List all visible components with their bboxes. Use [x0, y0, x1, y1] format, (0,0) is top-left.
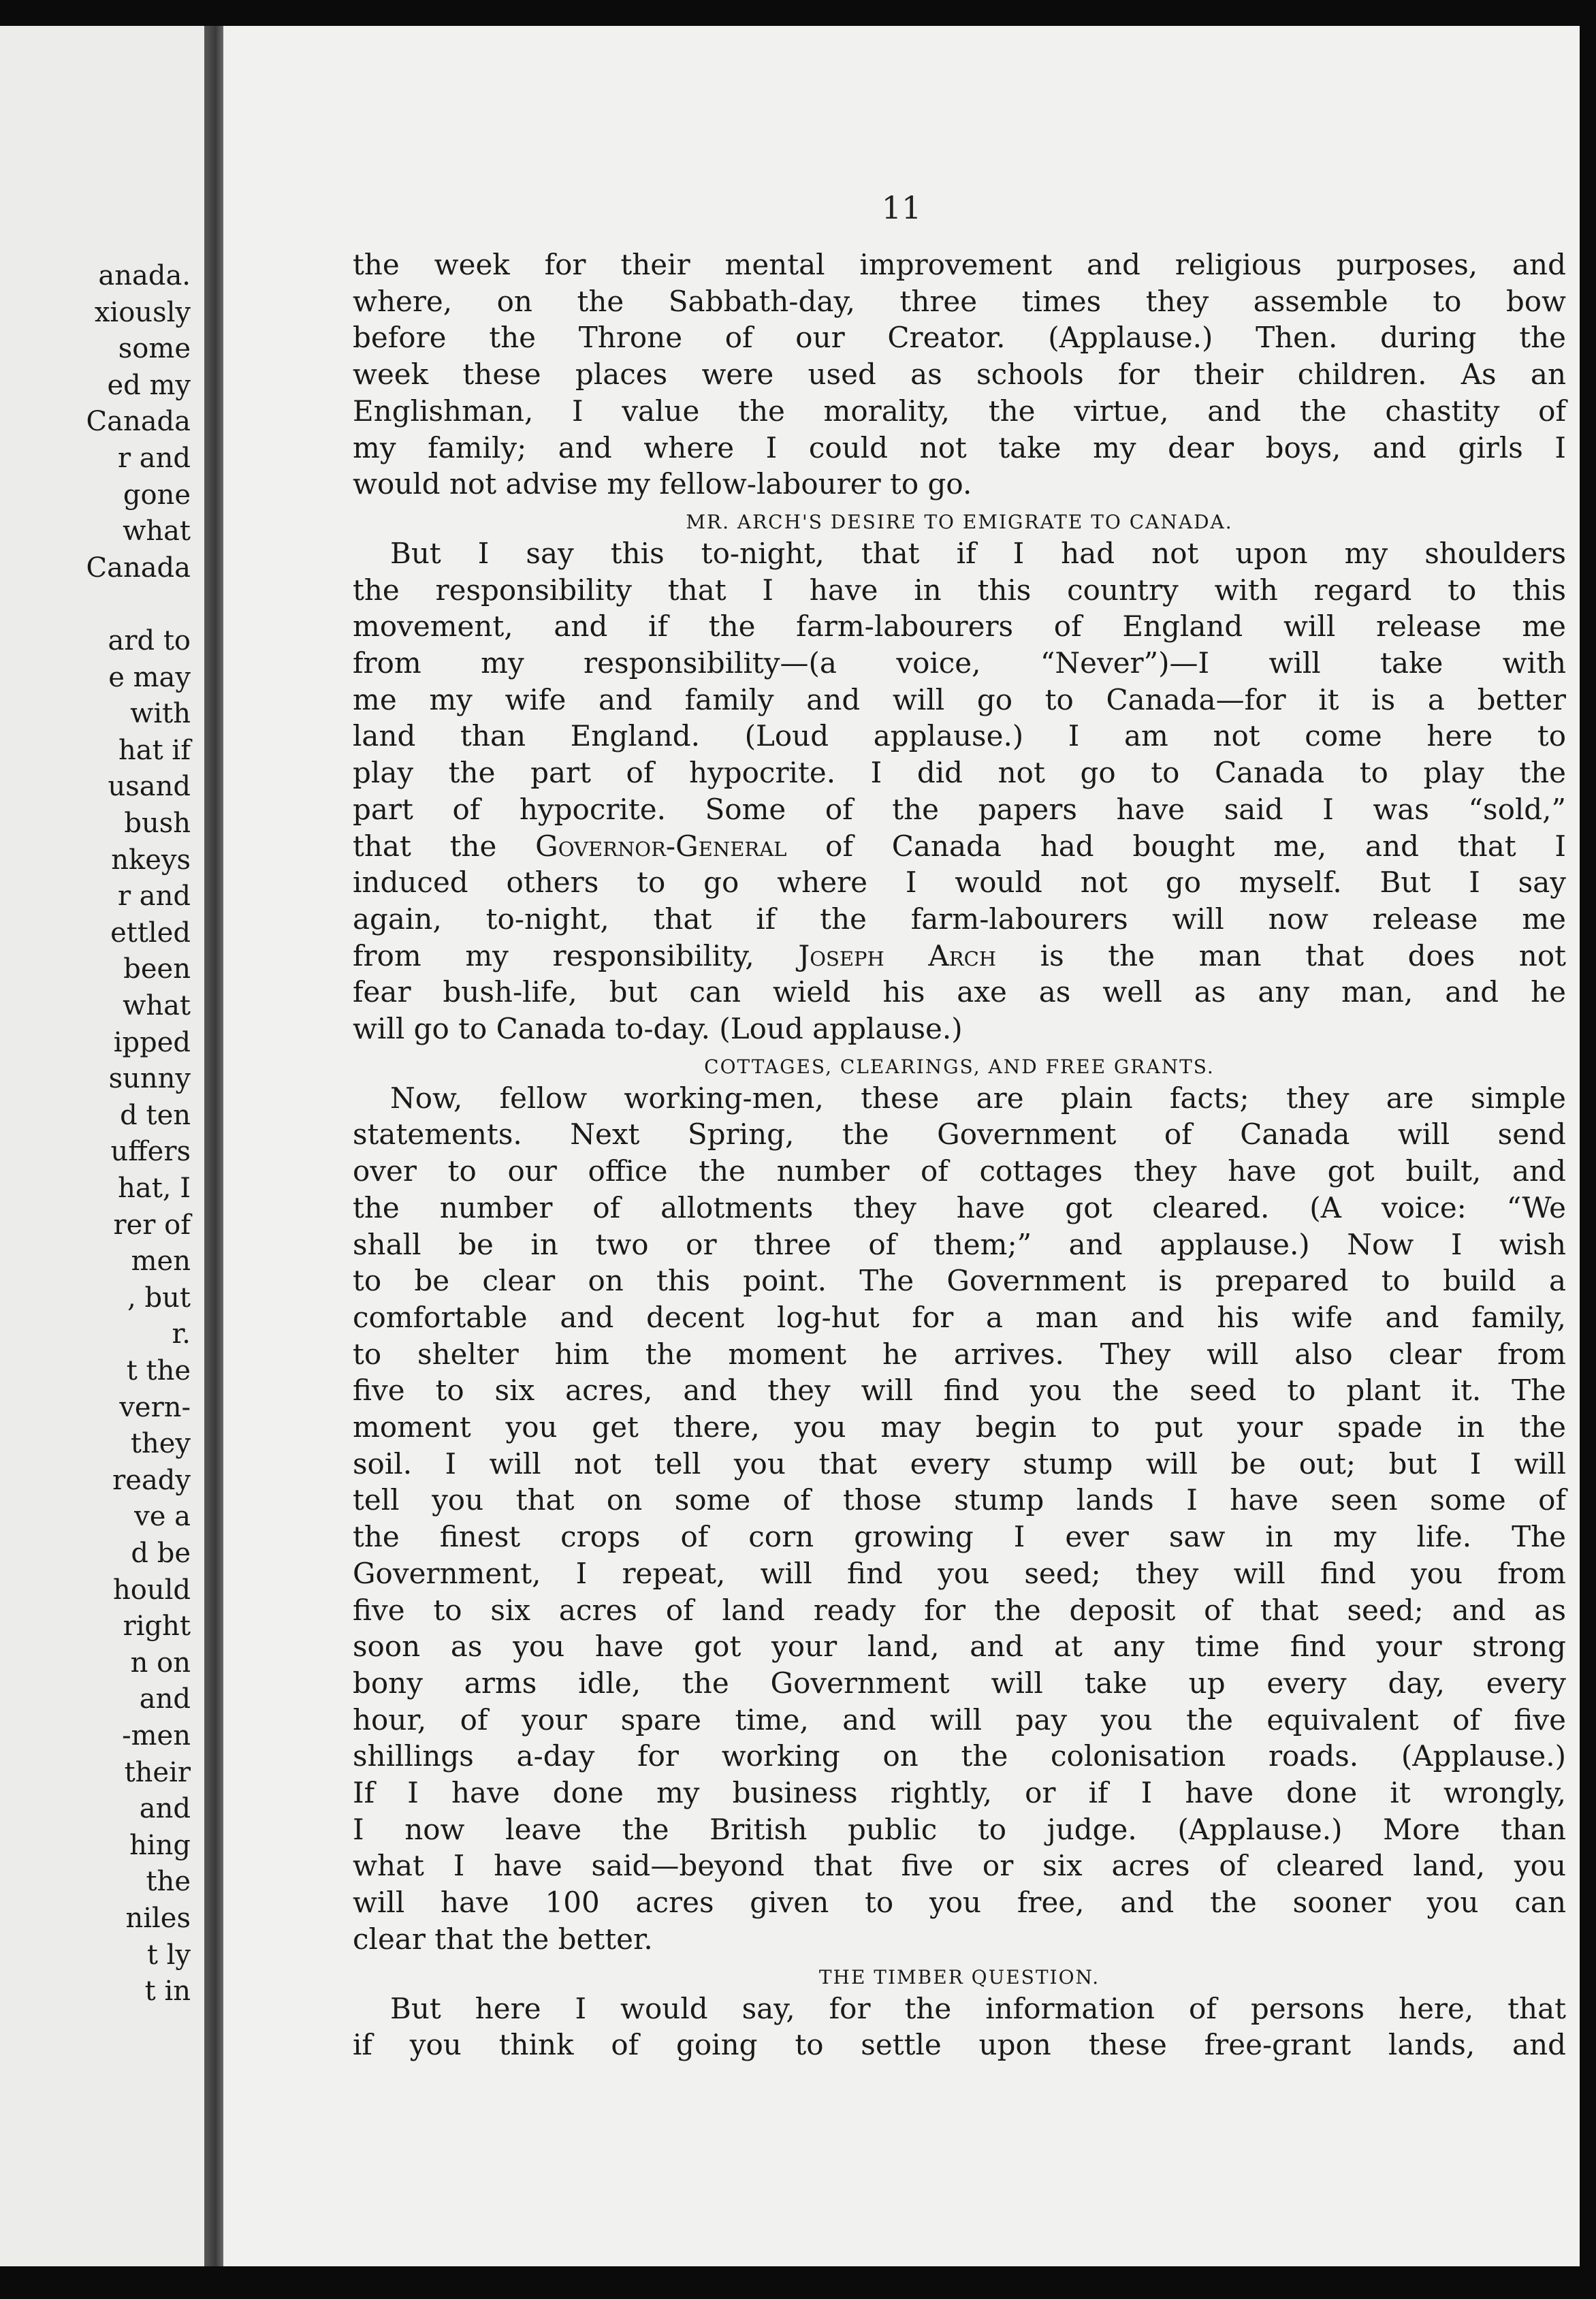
- facing-page-line: what: [123, 516, 191, 548]
- facing-page-line: hing: [129, 1829, 191, 1861]
- text-line: before the Throne of our Creator. (Applause.) Then. during the: [353, 321, 1566, 355]
- text-run: of Canada had bought me, and that I: [786, 829, 1566, 863]
- text-line: Now, fellow working-men, these are plain facts; they are simple: [390, 1081, 1566, 1115]
- facing-page-line: ready: [112, 1464, 191, 1496]
- text-line: play the part of hypocrite. I did not go to Canada to play the: [353, 756, 1566, 790]
- text-line: Englishman, I value the morality, the virtue, and the chastity of: [353, 394, 1566, 428]
- text-line: will have 100 acres given to you free, and the sooner you can: [353, 1886, 1566, 1920]
- facing-page-line: e may: [108, 661, 191, 693]
- text-line: clear that the better.: [353, 1922, 653, 1956]
- text-line: would not advise my fellow-labourer to go.: [353, 467, 972, 501]
- facing-page-line: ard to: [108, 625, 191, 656]
- facing-page-fragment: [0, 26, 204, 2266]
- facing-page-line: rer of: [113, 1209, 191, 1241]
- text-line: hour, of your spare time, and will pay you the equivalent of five: [353, 1702, 1566, 1737]
- facing-page-line: ipped: [113, 1026, 191, 1058]
- text-line: the week for their mental improvement and religious purposes, and: [353, 248, 1566, 281]
- facing-page-line: xiously: [94, 296, 191, 328]
- name-in-small-caps: Joseph Arch: [798, 938, 997, 972]
- text-line: I now leave the British public to judge. (Applause.) More than: [353, 1812, 1566, 1846]
- facing-page-line: some: [118, 333, 191, 365]
- text-line: if you think of going to settle upon these free-grant lands, and: [353, 2028, 1566, 2062]
- facing-page-line: and: [139, 1683, 191, 1715]
- text-line: five to six acres of land ready for the deposit of that seed; and as: [353, 1593, 1566, 1627]
- text-line: movement, and if the farm-labourers of England will release me: [353, 609, 1566, 644]
- facing-page-line: n on: [130, 1647, 191, 1679]
- facing-page-line: hould: [112, 1574, 191, 1606]
- text-line: But here I would say, for the information of persons here, that: [390, 1991, 1566, 2025]
- text-line: statements. Next Spring, the Government of Canada will send: [353, 1117, 1566, 1152]
- text-line: induced others to go where I would not go myself. But I say: [353, 866, 1566, 900]
- facing-page-line: their: [124, 1756, 191, 1788]
- facing-page-line: d ten: [120, 1099, 191, 1131]
- text-line: to be clear on this point. The Government is prepared to build a: [353, 1264, 1566, 1298]
- facing-page-line: they: [130, 1428, 191, 1460]
- text-line: my family; and where I could not take my dear boys, and girls I: [353, 430, 1566, 464]
- text-line: shillings a-day for working on the colonisation roads. (Applause.): [353, 1739, 1566, 1773]
- text-line: what I have said—beyond that five or six acres of cleared land, you: [353, 1849, 1566, 1883]
- text-line: shall be in two or three of them;” and applause.) Now I wish: [353, 1227, 1566, 1261]
- facing-page-line: uffers: [110, 1136, 191, 1168]
- facing-page-line: vern-: [119, 1391, 191, 1423]
- text-line: land than England. (Loud applause.) I am not come here to: [353, 719, 1566, 753]
- text-line: over to our office the number of cottages they have got built, and: [353, 1154, 1566, 1188]
- page: [223, 26, 1580, 2266]
- facing-page-line: with: [130, 698, 191, 730]
- facing-page-line: niles: [125, 1903, 191, 1934]
- section-heading: MR. ARCH'S DESIRE TO EMIGRATE TO CANADA.: [686, 510, 1233, 533]
- facing-page-line: right: [123, 1611, 191, 1643]
- facing-page-line: Canada: [86, 552, 191, 584]
- text-line: If I have done my business rightly, or if I have done it wrongly,: [353, 1776, 1566, 1809]
- facing-page-line: r and: [117, 881, 191, 913]
- facing-page-line: sunny: [108, 1063, 191, 1095]
- text-line: [353, 938, 1566, 974]
- text-line: from my responsibility—(a voice, “Never”)—I will take with: [353, 646, 1566, 680]
- text-run: is the man that does not: [996, 938, 1566, 972]
- text-line: moment you get there, you may begin to put your spade in the: [353, 1410, 1566, 1444]
- facing-page-line: t the: [126, 1355, 191, 1386]
- facing-page-line: ve a: [134, 1501, 191, 1533]
- facing-page-line: hat if: [118, 734, 191, 766]
- facing-page-line: and: [139, 1793, 191, 1825]
- text-line: [353, 829, 1566, 864]
- text-line: the number of allotments they have got cleared. (A voice: “We: [353, 1190, 1566, 1224]
- text-line: But I say this to-night, that if I had not upon my shoulders: [390, 536, 1566, 570]
- text-line: the finest crops of corn growing I ever saw in my life. The: [353, 1520, 1566, 1554]
- facing-page-line: anada.: [98, 260, 191, 291]
- text-line: Government, I repeat, will find you seed; they will find you from: [353, 1556, 1566, 1590]
- section-heading: THE TIMBER QUESTION.: [818, 1965, 1100, 1988]
- text-line: where, on the Sabbath-day, three times they assemble to bow: [353, 284, 1566, 318]
- text-line: to shelter him the moment he arrives. They will also clear from: [353, 1337, 1566, 1371]
- facing-page-line: bush: [124, 808, 191, 839]
- book-gutter: [204, 26, 223, 2266]
- facing-page-line: the: [146, 1866, 191, 1898]
- facing-page-line: t ly: [146, 1939, 191, 1971]
- text-line: bony arms idle, the Government will take up every day, every: [353, 1666, 1566, 1700]
- facing-page-line: hat, I: [118, 1173, 191, 1204]
- facing-page-line: d be: [131, 1538, 191, 1569]
- text-line: me my wife and family and will go to Canada—for it is a better: [353, 682, 1566, 716]
- facing-page-line: r and: [117, 443, 191, 474]
- text-line: again, to-night, that if the farm-labourers will now release me: [353, 902, 1566, 936]
- text-line: the responsibility that I have in this country with regard to this: [353, 573, 1566, 607]
- name-in-small-caps: Governor-General: [535, 829, 787, 863]
- facing-page-line: , but: [127, 1282, 191, 1314]
- facing-page-line: what: [123, 990, 191, 1021]
- text-line: tell you that on some of those stump lands I have seen some of: [353, 1483, 1566, 1517]
- text-run: that the: [353, 829, 536, 863]
- facing-page-line: t in: [144, 1976, 191, 2008]
- section-heading: COTTAGES, CLEARINGS, AND FREE GRANTS.: [704, 1055, 1215, 1078]
- facing-page-line: gone: [123, 479, 191, 511]
- facing-page-line: usand: [108, 771, 191, 803]
- facing-page-line: -men: [122, 1720, 191, 1751]
- facing-page-line: been: [123, 953, 191, 985]
- text-line: comfortable and decent log-hut for a man and his wife and family,: [353, 1300, 1566, 1334]
- facing-page-line: r.: [172, 1318, 191, 1350]
- text-line: soil. I will not tell you that every stump will be out; but I will: [353, 1446, 1566, 1480]
- text-line: part of hypocrite. Some of the papers have said I was “sold,”: [353, 792, 1566, 826]
- facing-page-line: Canada: [86, 406, 191, 438]
- text-line: five to six acres, and they will find you the seed to plant it. The: [353, 1374, 1566, 1408]
- page-number: 11: [881, 189, 922, 226]
- facing-page-line: ed my: [107, 369, 191, 401]
- facing-page-line: nkeys: [111, 844, 191, 876]
- facing-page-line: men: [131, 1246, 191, 1278]
- text-line: week these places were used as schools for their children. As an: [353, 358, 1566, 392]
- text-line: soon as you have got your land, and at any time find your strong: [353, 1630, 1566, 1664]
- text-run: from my responsibility,: [353, 938, 799, 972]
- text-line: will go to Canada to-day. (Loud applause.): [353, 1012, 963, 1045]
- text-line: fear bush-life, but can wield his axe as well as any man, and he: [353, 975, 1566, 1009]
- facing-page-line: ettled: [110, 917, 191, 949]
